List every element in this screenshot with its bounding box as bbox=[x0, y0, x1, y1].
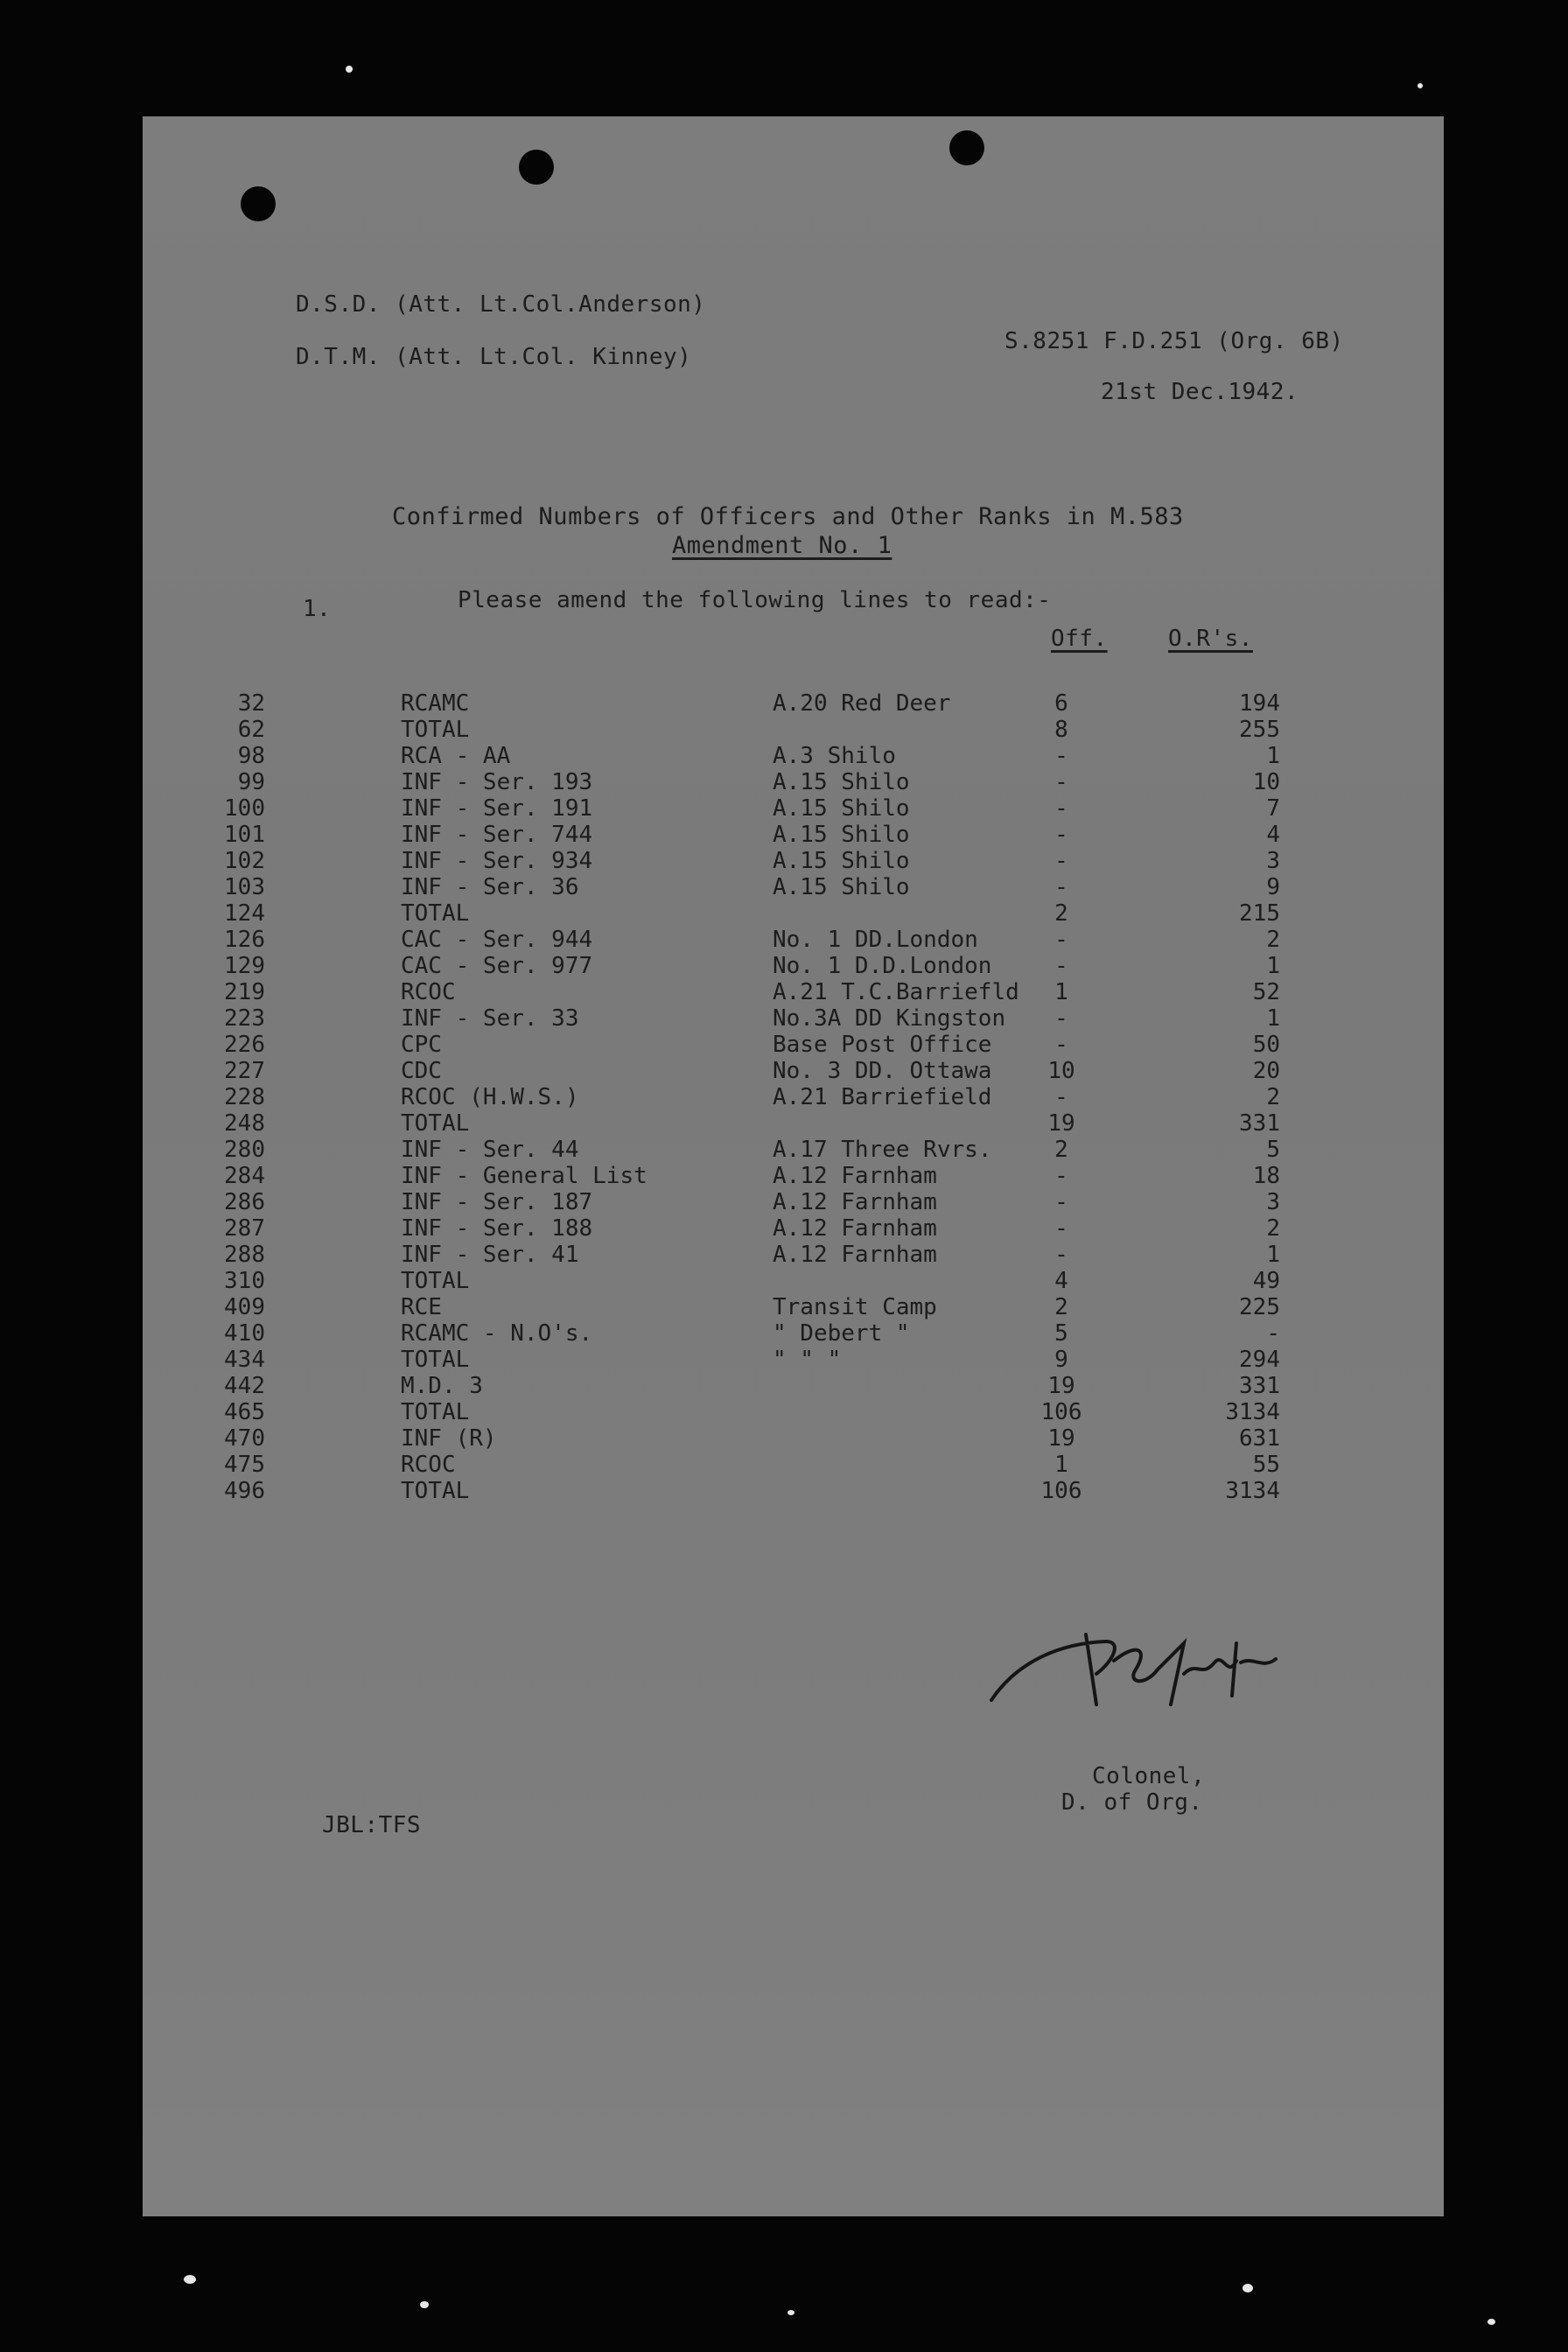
station: A.21 T.C.Barriefld bbox=[773, 979, 1019, 1005]
line-number: 470 bbox=[224, 1425, 265, 1452]
station: A.15 Shilo bbox=[773, 769, 910, 795]
film-speck bbox=[420, 2301, 429, 2308]
unit: RCOC (H.W.S.) bbox=[401, 1084, 579, 1110]
line-number: 287 bbox=[224, 1215, 265, 1242]
unit: INF - Ser. 33 bbox=[401, 1005, 579, 1032]
list-item bbox=[143, 1268, 1444, 1294]
line-number: 62 bbox=[237, 717, 265, 743]
officers-count: - bbox=[1054, 1189, 1068, 1215]
other-ranks-count: 3134 bbox=[1225, 1399, 1280, 1425]
film-speck bbox=[1418, 83, 1423, 88]
station: A.20 Red Deer bbox=[773, 690, 951, 717]
other-ranks-count: 20 bbox=[1252, 1058, 1280, 1084]
unit: RCA - AA bbox=[401, 743, 511, 769]
officers-count: - bbox=[1054, 1084, 1068, 1110]
unit: RCE bbox=[401, 1294, 442, 1320]
officers-count: - bbox=[1054, 927, 1068, 953]
line-number: 227 bbox=[224, 1058, 265, 1084]
station: A.15 Shilo bbox=[773, 874, 910, 900]
officers-count: 106 bbox=[1040, 1399, 1082, 1425]
line-number: 32 bbox=[237, 690, 265, 717]
list-item bbox=[143, 953, 1444, 979]
officers-count: - bbox=[1054, 953, 1068, 979]
station: A.15 Shilo bbox=[773, 795, 910, 822]
line-number: 100 bbox=[224, 795, 265, 822]
officers-count: 106 bbox=[1040, 1478, 1082, 1504]
officers-count: 9 bbox=[1054, 1347, 1068, 1373]
station: A.12 Farnham bbox=[773, 1189, 937, 1215]
punch-hole bbox=[949, 130, 984, 165]
line-number: 126 bbox=[224, 927, 265, 953]
line-number: 228 bbox=[224, 1084, 265, 1110]
officers-count: 19 bbox=[1047, 1110, 1075, 1137]
unit: INF - Ser. 187 bbox=[401, 1189, 593, 1215]
unit: TOTAL bbox=[401, 1347, 470, 1373]
punch-hole bbox=[241, 186, 276, 221]
unit: INF (R) bbox=[401, 1425, 497, 1452]
unit: INF - Ser. 191 bbox=[401, 795, 593, 822]
other-ranks-count: 3 bbox=[1266, 1189, 1280, 1215]
unit: INF - Ser. 44 bbox=[401, 1137, 579, 1163]
other-ranks-count: 5 bbox=[1266, 1137, 1280, 1163]
other-ranks-count: 1 bbox=[1266, 1005, 1280, 1032]
list-item bbox=[143, 1294, 1444, 1320]
station: " " " bbox=[773, 1347, 842, 1373]
line-number: 124 bbox=[224, 900, 265, 927]
film-speck bbox=[184, 2275, 196, 2284]
list-item bbox=[143, 1032, 1444, 1058]
line-number: 475 bbox=[224, 1452, 265, 1478]
station: A.21 Barriefield bbox=[773, 1084, 992, 1110]
line-number: 496 bbox=[224, 1478, 265, 1504]
film-speck bbox=[1488, 2319, 1495, 2325]
unit: CAC - Ser. 977 bbox=[401, 953, 593, 979]
other-ranks-count: 10 bbox=[1252, 769, 1280, 795]
list-item bbox=[143, 690, 1444, 717]
other-ranks-count: 1 bbox=[1266, 953, 1280, 979]
other-ranks-count: 18 bbox=[1252, 1163, 1280, 1189]
station: A.3 Shilo bbox=[773, 743, 896, 769]
list-item bbox=[143, 1320, 1444, 1347]
line-number: 288 bbox=[224, 1242, 265, 1268]
officers-count: - bbox=[1054, 874, 1068, 900]
line-number: 409 bbox=[224, 1294, 265, 1320]
officers-count: 1 bbox=[1054, 979, 1068, 1005]
reference-initials: JBL:TFS bbox=[322, 1812, 422, 1838]
unit: M.D. 3 bbox=[401, 1373, 483, 1399]
line-number: 99 bbox=[237, 769, 265, 795]
unit: TOTAL bbox=[401, 900, 470, 927]
officers-count: - bbox=[1054, 1032, 1068, 1058]
line-number: 442 bbox=[224, 1373, 265, 1399]
unit: RCAMC bbox=[401, 690, 470, 717]
other-ranks-count: 331 bbox=[1239, 1110, 1280, 1137]
station: No. 1 D.D.London bbox=[773, 953, 992, 979]
signatory-title: D. of Org. bbox=[1061, 1789, 1203, 1816]
officers-count: 4 bbox=[1054, 1268, 1068, 1294]
list-item bbox=[143, 1242, 1444, 1268]
other-ranks-count: 52 bbox=[1252, 979, 1280, 1005]
unit: INF - Ser. 36 bbox=[401, 874, 579, 900]
unit: INF - Ser. 934 bbox=[401, 848, 593, 874]
other-ranks-count: 9 bbox=[1266, 874, 1280, 900]
station: A.12 Farnham bbox=[773, 1163, 937, 1189]
unit: TOTAL bbox=[401, 717, 470, 743]
line-number: 129 bbox=[224, 953, 265, 979]
unit: RCAMC - N.O's. bbox=[401, 1320, 593, 1347]
other-ranks-count: - bbox=[1266, 1320, 1280, 1347]
unit: TOTAL bbox=[401, 1399, 470, 1425]
station: No. 1 DD.London bbox=[773, 927, 978, 953]
column-header-officers: Off. bbox=[1051, 626, 1108, 652]
paragraph-text: Please amend the following lines to read:- bbox=[458, 587, 1052, 613]
line-number: 284 bbox=[224, 1163, 265, 1189]
officers-count: - bbox=[1054, 1005, 1068, 1032]
list-item bbox=[143, 822, 1444, 848]
line-number: 102 bbox=[224, 848, 265, 874]
unit: RCOC bbox=[401, 979, 456, 1005]
unit: RCOC bbox=[401, 1452, 456, 1478]
line-number: 280 bbox=[224, 1137, 265, 1163]
list-item bbox=[143, 1347, 1444, 1373]
line-number: 98 bbox=[237, 743, 265, 769]
other-ranks-count: 50 bbox=[1252, 1032, 1280, 1058]
other-ranks-count: 631 bbox=[1239, 1425, 1280, 1452]
unit: INF - General List bbox=[401, 1163, 648, 1189]
line-number: 410 bbox=[224, 1320, 265, 1347]
officers-count: 2 bbox=[1054, 900, 1068, 927]
list-item bbox=[143, 1058, 1444, 1084]
other-ranks-count: 3134 bbox=[1225, 1478, 1280, 1504]
list-item bbox=[143, 1215, 1444, 1242]
other-ranks-count: 2 bbox=[1266, 1084, 1280, 1110]
unit: INF - Ser. 41 bbox=[401, 1242, 579, 1268]
station: A.12 Farnham bbox=[773, 1242, 937, 1268]
punch-hole bbox=[519, 150, 554, 185]
station: No. 3 DD. Ottawa bbox=[773, 1058, 992, 1084]
amendment-heading: Amendment No. 1 bbox=[672, 532, 892, 559]
film-speck bbox=[1242, 2284, 1253, 2292]
unit: TOTAL bbox=[401, 1478, 470, 1504]
list-item bbox=[143, 717, 1444, 743]
station: A.15 Shilo bbox=[773, 848, 910, 874]
officers-count: - bbox=[1054, 848, 1068, 874]
officers-count: 8 bbox=[1054, 717, 1068, 743]
list-item bbox=[143, 979, 1444, 1005]
list-item bbox=[143, 927, 1444, 953]
unit: INF - Ser. 744 bbox=[401, 822, 593, 848]
officers-count: - bbox=[1054, 795, 1068, 822]
list-item bbox=[143, 1373, 1444, 1399]
officers-count: - bbox=[1054, 1163, 1068, 1189]
unit: TOTAL bbox=[401, 1110, 470, 1137]
other-ranks-count: 3 bbox=[1266, 848, 1280, 874]
list-item bbox=[143, 1399, 1444, 1425]
officers-count: - bbox=[1054, 769, 1068, 795]
signatory-rank: Colonel, bbox=[1092, 1763, 1206, 1789]
list-item bbox=[143, 874, 1444, 900]
addressee-line-1: D.S.D. (Att. Lt.Col.Anderson) bbox=[296, 291, 706, 318]
officers-count: - bbox=[1054, 822, 1068, 848]
other-ranks-count: 1 bbox=[1266, 743, 1280, 769]
list-item bbox=[143, 1084, 1444, 1110]
line-number: 286 bbox=[224, 1189, 265, 1215]
officers-count: 2 bbox=[1054, 1294, 1068, 1320]
unit: CDC bbox=[401, 1058, 442, 1084]
officers-count: 5 bbox=[1054, 1320, 1068, 1347]
list-item bbox=[143, 1189, 1444, 1215]
station: Transit Camp bbox=[773, 1294, 937, 1320]
officers-count: 1 bbox=[1054, 1452, 1068, 1478]
officers-count: 10 bbox=[1047, 1058, 1075, 1084]
station: A.12 Farnham bbox=[773, 1215, 937, 1242]
list-item bbox=[143, 743, 1444, 769]
addressee-line-2: D.T.M. (Att. Lt.Col. Kinney) bbox=[296, 344, 692, 370]
station: A.17 Three Rvrs. bbox=[773, 1137, 992, 1163]
other-ranks-count: 2 bbox=[1266, 927, 1280, 953]
list-item bbox=[143, 1110, 1444, 1137]
paragraph-number: 1. bbox=[303, 596, 332, 622]
other-ranks-count: 194 bbox=[1239, 690, 1280, 717]
unit: CPC bbox=[401, 1032, 442, 1058]
list-item bbox=[143, 900, 1444, 927]
line-number: 310 bbox=[224, 1268, 265, 1294]
line-number: 434 bbox=[224, 1347, 265, 1373]
other-ranks-count: 49 bbox=[1252, 1268, 1280, 1294]
document-title: Confirmed Numbers of Officers and Other Ranks in M.583 bbox=[392, 503, 1184, 530]
officers-count: 2 bbox=[1054, 1137, 1068, 1163]
other-ranks-count: 4 bbox=[1266, 822, 1280, 848]
film-speck bbox=[788, 2310, 794, 2315]
other-ranks-count: 215 bbox=[1239, 900, 1280, 927]
document-date: 21st Dec.1942. bbox=[1101, 379, 1299, 405]
list-item bbox=[143, 848, 1444, 874]
unit: INF - Ser. 188 bbox=[401, 1215, 593, 1242]
other-ranks-count: 255 bbox=[1239, 717, 1280, 743]
line-number: 103 bbox=[224, 874, 265, 900]
unit: TOTAL bbox=[401, 1268, 470, 1294]
other-ranks-count: 2 bbox=[1266, 1215, 1280, 1242]
other-ranks-count: 7 bbox=[1266, 795, 1280, 822]
officers-count: 6 bbox=[1054, 690, 1068, 717]
other-ranks-count: 331 bbox=[1239, 1373, 1280, 1399]
other-ranks-count: 1 bbox=[1266, 1242, 1280, 1268]
line-number: 465 bbox=[224, 1399, 265, 1425]
list-item bbox=[143, 1425, 1444, 1452]
other-ranks-count: 55 bbox=[1252, 1452, 1280, 1478]
film-speck bbox=[346, 66, 353, 73]
list-item bbox=[143, 769, 1444, 795]
station: A.15 Shilo bbox=[773, 822, 910, 848]
officers-count: 19 bbox=[1047, 1373, 1075, 1399]
document-page bbox=[143, 116, 1444, 2216]
list-item bbox=[143, 1478, 1444, 1504]
unit: CAC - Ser. 944 bbox=[401, 927, 593, 953]
list-item bbox=[143, 1452, 1444, 1478]
file-reference: S.8251 F.D.251 (Org. 6B) bbox=[1004, 328, 1344, 354]
line-number: 223 bbox=[224, 1005, 265, 1032]
other-ranks-count: 294 bbox=[1239, 1347, 1280, 1373]
officers-count: - bbox=[1054, 1242, 1068, 1268]
list-item bbox=[143, 1137, 1444, 1163]
line-number: 219 bbox=[224, 979, 265, 1005]
list-item bbox=[143, 795, 1444, 822]
unit: INF - Ser. 193 bbox=[401, 769, 593, 795]
officers-count: - bbox=[1054, 743, 1068, 769]
list-item bbox=[143, 1163, 1444, 1189]
other-ranks-count: 225 bbox=[1239, 1294, 1280, 1320]
officers-count: 19 bbox=[1047, 1425, 1075, 1452]
column-header-other-ranks: O.R's. bbox=[1168, 626, 1253, 652]
line-number: 101 bbox=[224, 822, 265, 848]
station: Base Post Office bbox=[773, 1032, 992, 1058]
station: " Debert " bbox=[773, 1320, 910, 1347]
handwritten-signature bbox=[983, 1608, 1280, 1722]
line-number: 248 bbox=[224, 1110, 265, 1137]
line-number: 226 bbox=[224, 1032, 265, 1058]
list-item bbox=[143, 1005, 1444, 1032]
officers-count: - bbox=[1054, 1215, 1068, 1242]
station: No.3A DD Kingston bbox=[773, 1005, 1006, 1032]
